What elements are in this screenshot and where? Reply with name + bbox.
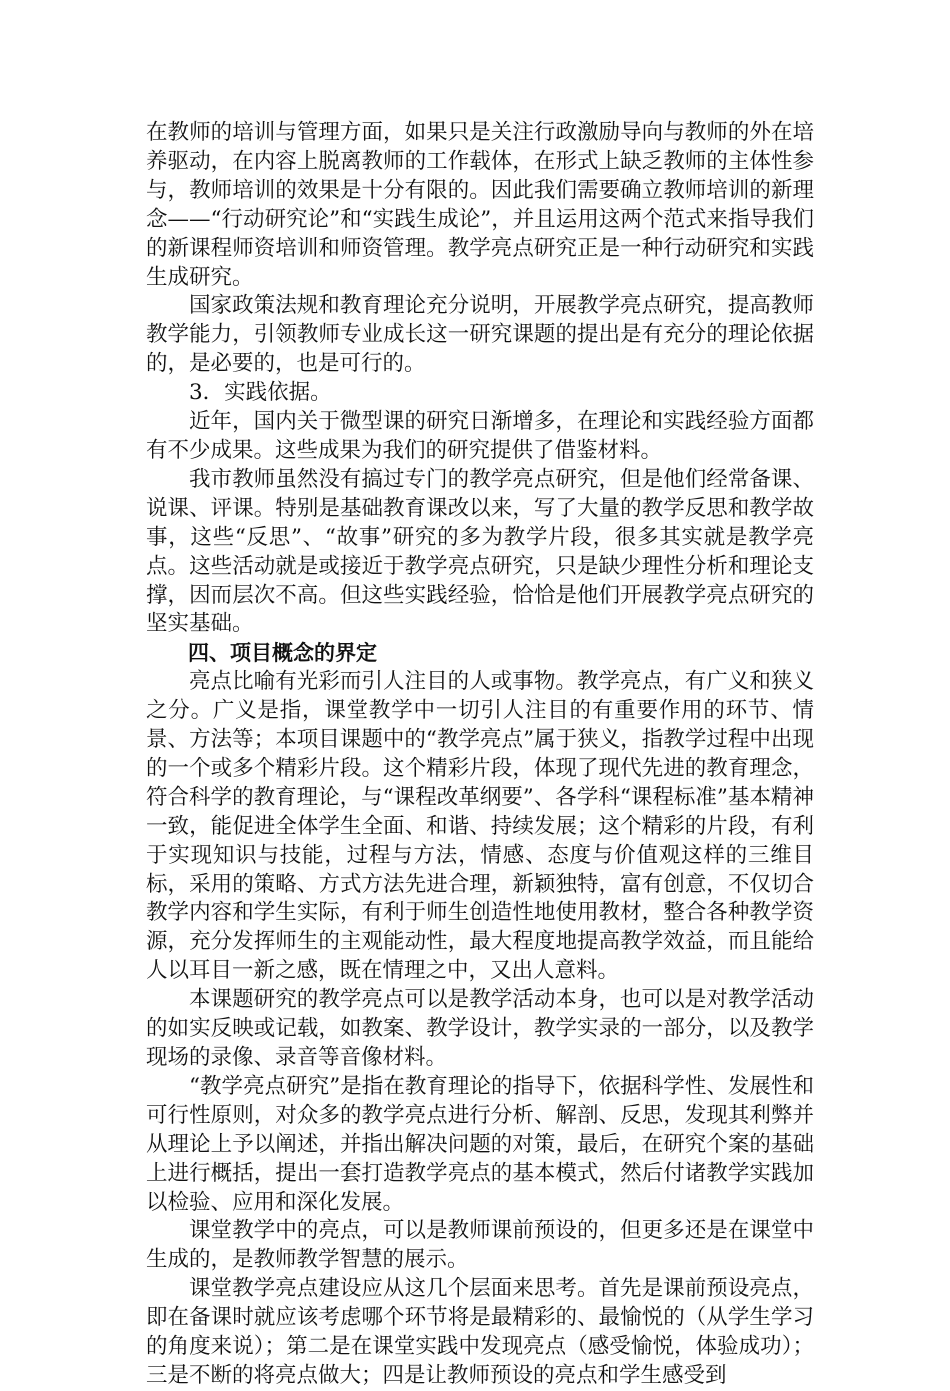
paragraph-micro-lesson-research: 近年，国内关于微型课的研究日渐增多，在理论和实践经验方面都有不少成果。这些成果为我们的研究提供了借鉴材料。 <box>146 409 814 463</box>
paragraph-practice-basis-title: 3．实践依据。 <box>189 380 332 406</box>
section-heading: 四、项目概念的界定 <box>188 641 377 666</box>
paragraph-teacher-training: 在教师的培训与管理方面，如果只是关注行政激励导向与教师的外在培养驱动，在内容上脱离教师的工作载体，在形式上缺乏教师的主体性参与，教师培训的效果是十分有限的。因此我们需要确立教师培训的新理念——“行动研究论”和“实践生成论”，并且运用这两个范式来指导我们的新课程师资培训和师资管理。教学亮点研究正是一种行动研究和实践生成研究。 <box>146 120 814 290</box>
document-page <box>146 119 814 1391</box>
paragraph-policy-basis: 国家政策法规和教育理论充分说明，开展教学亮点研究，提高教师教学能力，引领教师专业成长这一研究课题的提出是有充分的理论依据的，是必要的，也是可行的。 <box>146 293 814 377</box>
paragraph-local-teachers: 我市教师虽然没有搞过专门的教学亮点研究，但是他们经常备课、说课、评课。特别是基础教育课改以来，写了大量的教学反思和教学故事，这些“反思”、“故事”研究的多为教学片段，很多其实就是教学亮点。这些活动就是或接近于教学亮点研究，只是缺少理性分析和理论支撑，因而层次不高。但这些实践经验，恰恰是他们开展教学亮点研究的坚实基础。 <box>146 466 814 637</box>
paragraph-highlight-construction: 课堂教学亮点建设应从这几个层面来思考。首先是课前预设亮点，即在备课时就应该考虑哪个环节将是最精彩的、最愉悦的（从学生学习的角度来说）；第二是在课堂实践中发现亮点（感受愉悦，体验成功）；三是不断的将亮点做大；四是让教师预设的亮点和学生感受到 <box>146 1276 814 1388</box>
paragraph-highlight-definition: 亮点比喻有光彩而引人注目的人或事物。教学亮点，有广义和狭义之分。广义是指，课堂教学中一切引人注目的有重要作用的环节、情景、方法等；本项目课题中的“教学亮点”属于狭义，指教学过程中出现的一个或多个精彩片段。这个精彩片段，体现了现代先进的教育理念，符合科学的教育理论，与“课程改革纲要”、各学科“课程标准”基本精神一致，能促进全体学生全面、和谐、持续发展；这个精彩的片段，有利于实现知识与技能，过程与方法，情感、态度与价值观这样的三维目标，采用的策略、方式方法先进合理，新颖独特，富有创意，不仅切合教学内容和学生实际，有利于师生创造性地使用教材，整合各种教学资源，充分发挥师生的主观能动性，最大程度地提高教学效益，而且能给人以耳目一新之感，既在情理之中，又出人意料。 <box>146 669 814 984</box>
paragraph-classroom-highlight: 课堂教学中的亮点，可以是教师课前预设的，但更多还是在课堂中生成的，是教师教学智慧的展示。 <box>146 1218 814 1273</box>
paragraph-highlight-research: “教学亮点研究”是指在教育理论的指导下，依据科学性、发展性和可行性原则，对众多的教学亮点进行分析、解剖、反思，发现其利弊并从理论上予以阐述，并指出解决问题的对策，最后，在研究个案的基础上进行概括，提出一套打造教学亮点的基本模式，然后付诸教学实践加以检验、应用和深化发展。 <box>146 1073 814 1215</box>
paragraph-highlight-forms: 本课题研究的教学亮点可以是教学活动本身，也可以是对教学活动的如实反映或记载，如教案、教学设计，教学实录的一部分，以及教学现场的录像、录音等音像材料。 <box>146 987 814 1070</box>
